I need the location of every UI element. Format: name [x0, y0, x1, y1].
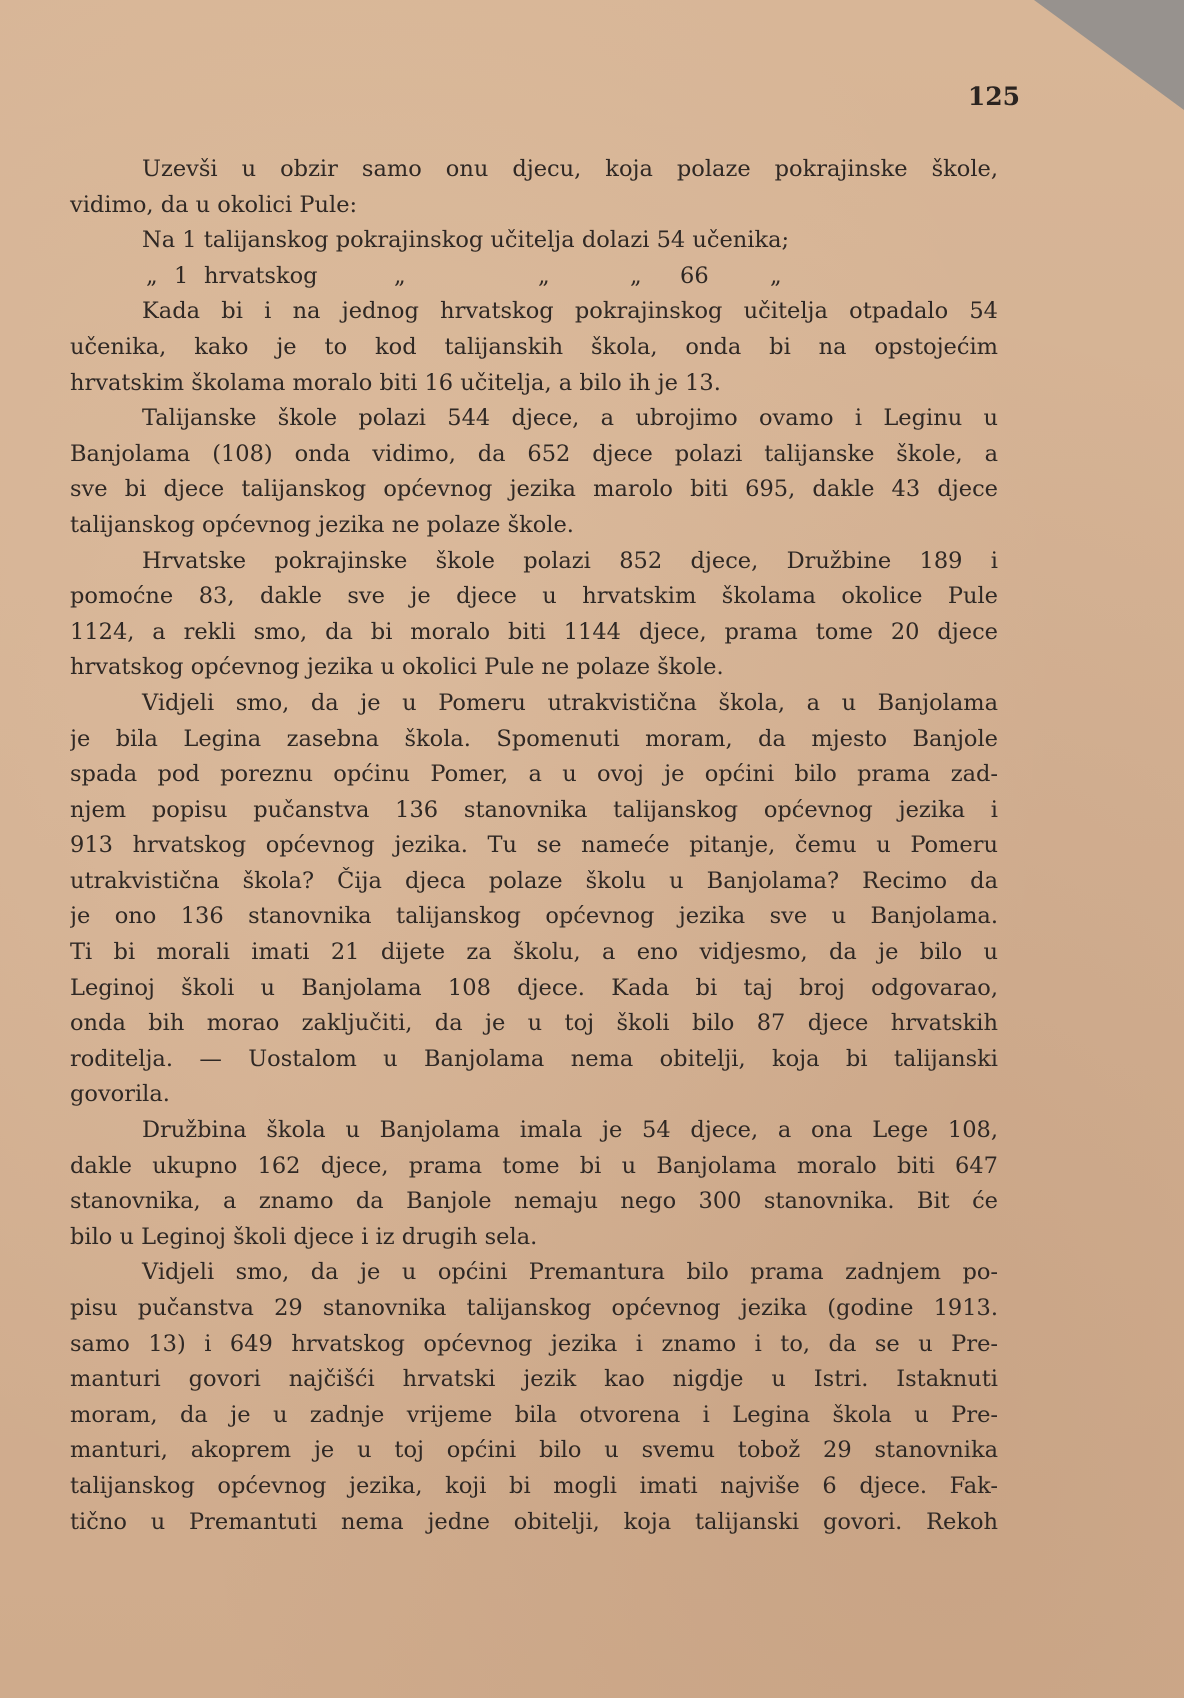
- text-line: njem popisu pučanstva 136 stanovnika talijanskog općevnog jezika i: [70, 796, 998, 823]
- text-line: pisu pučanstva 29 stanovnika talijanskog općevnog jezika (godine 1913.: [70, 1295, 998, 1321]
- text-line: utrakvistična škola? Čija djeca polaze školu u Banjolama? Recimo da: [70, 867, 998, 894]
- ditto-value: 66: [680, 262, 709, 289]
- ditto-mark: „: [146, 262, 158, 289]
- text-line: Ti bi morali imati 21 dijete za školu, a eno vidjesmo, da je bilo u: [70, 939, 998, 966]
- text-line: Na 1 talijanskog pokrajinskog učitelja dolazi 54 učenika;: [142, 227, 790, 254]
- text-line: Vidjeli smo, da je u općini Premantura bilo prama zadnjem po-: [142, 1259, 998, 1286]
- page-number: 125: [967, 82, 1020, 111]
- text-line: 913 hrvatskog općevnog jezika. Tu se nameće pitanje, čemu u Pomeru: [70, 832, 998, 859]
- text-line: Hrvatske pokrajinske škole polazi 852 djece, Družbine 189 i: [142, 547, 998, 574]
- ditto-mark: „: [770, 262, 782, 289]
- text-line: Uzevši u obzir samo onu djecu, koja polaze pokrajinske škole,: [142, 156, 998, 182]
- ditto-line: [70, 259, 998, 295]
- text-line: pomoćne 83, dakle sve je djece u hrvatskim školama okolice Pule: [70, 583, 998, 610]
- text-line: spada pod poreznu općinu Pomer, a u ovoj je općini bilo prama zad-: [70, 761, 998, 788]
- text-line: Talijanske škole polazi 544 djece, a ubrojimo ovamo i Leginu u: [142, 405, 998, 432]
- text-line: Leginoj školi u Banjolama 108 djece. Kada bi taj broj odgovarao,: [70, 974, 998, 1001]
- text-line: bilo u Leginoj školi djece i iz drugih sela.: [70, 1223, 538, 1250]
- text-line: vidimo, da u okolici Pule:: [70, 191, 358, 218]
- text-line: roditelja. — Uostalom u Banjolama nema obitelji, koja bi talijanski: [70, 1045, 998, 1072]
- body-text: [70, 152, 998, 1540]
- text-line: govorila.: [70, 1081, 170, 1108]
- text-line: Družbina škola u Banjolama imala je 54 djece, a ona Lege 108,: [142, 1117, 998, 1144]
- ditto-mark: „: [538, 262, 550, 289]
- ditto-number: 1: [174, 262, 189, 289]
- text-line: učenika, kako je to kod talijanskih škola, onda bi na opstojećim: [70, 333, 998, 360]
- text-line: Vidjeli smo, da je u Pomeru utrakvistična škola, a u Banjolama: [142, 689, 998, 716]
- text-line: talijanskog općevnog jezika ne polaze škole.: [70, 511, 574, 538]
- text-line: manturi, akoprem je u toj općini bilo u svemu tobož 29 stanovnika: [70, 1437, 998, 1464]
- text-line: hrvatskim školama moralo biti 16 učitelja, a bilo ih je 13.: [70, 369, 721, 396]
- text-line: Banjolama (108) onda vidimo, da 652 djece polazi talijanske škole, a: [70, 440, 998, 467]
- intro-lines: [70, 152, 998, 259]
- text-line: tično u Premantuti nema jedne obitelji, koja talijanski govori. Rekoh: [70, 1508, 998, 1535]
- text-line: je ono 136 stanovnika talijanskog općevnog jezika sve u Banjolama.: [70, 903, 998, 930]
- text-line: sve bi djece talijanskog općevnog jezika marolo biti 695, dakle 43 djece: [70, 476, 998, 503]
- text-line: Kada bi i na jednog hrvatskog pokrajinskog učitelja otpadalo 54: [142, 298, 998, 325]
- text-line: samo 13) i 649 hrvatskog općevnog jezika i znamo i to, da se u Pre-: [70, 1330, 998, 1357]
- ditto-mark: „: [394, 262, 406, 289]
- text-line: hrvatskog općevnog jezika u okolici Pule ne polaze škole.: [70, 654, 724, 681]
- ditto-word: hrvatskog: [204, 262, 318, 289]
- text-line: manturi govori najčišći hrvatski jezik kao nigdje u Istri. Istaknuti: [70, 1366, 998, 1393]
- text-line: stanovnika, a znamo da Banjole nemaju nego 300 stanovnika. Bit će: [70, 1188, 998, 1215]
- body-lines: [70, 294, 998, 1540]
- text-line: dakle ukupno 162 djece, prama tome bi u Banjolama moralo biti 647: [70, 1152, 998, 1179]
- ditto-mark: „: [630, 262, 642, 289]
- text-line: moram, da je u zadnje vrijeme bila otvorena i Legina škola u Pre-: [70, 1401, 998, 1428]
- text-line: talijanskog općevnog jezika, koji bi mogli imati najviše 6 djece. Fak-: [70, 1472, 998, 1499]
- text-line: 1124, a rekli smo, da bi moralo biti 1144 djece, prama tome 20 djece: [70, 618, 998, 645]
- text-line: je bila Legina zasebna škola. Spomenuti moram, da mjesto Banjole: [70, 725, 998, 752]
- text-line: onda bih morao zaključiti, da je u toj školi bilo 87 djece hrvatskih: [70, 1010, 998, 1037]
- page-corner-shadow: [1034, 0, 1184, 110]
